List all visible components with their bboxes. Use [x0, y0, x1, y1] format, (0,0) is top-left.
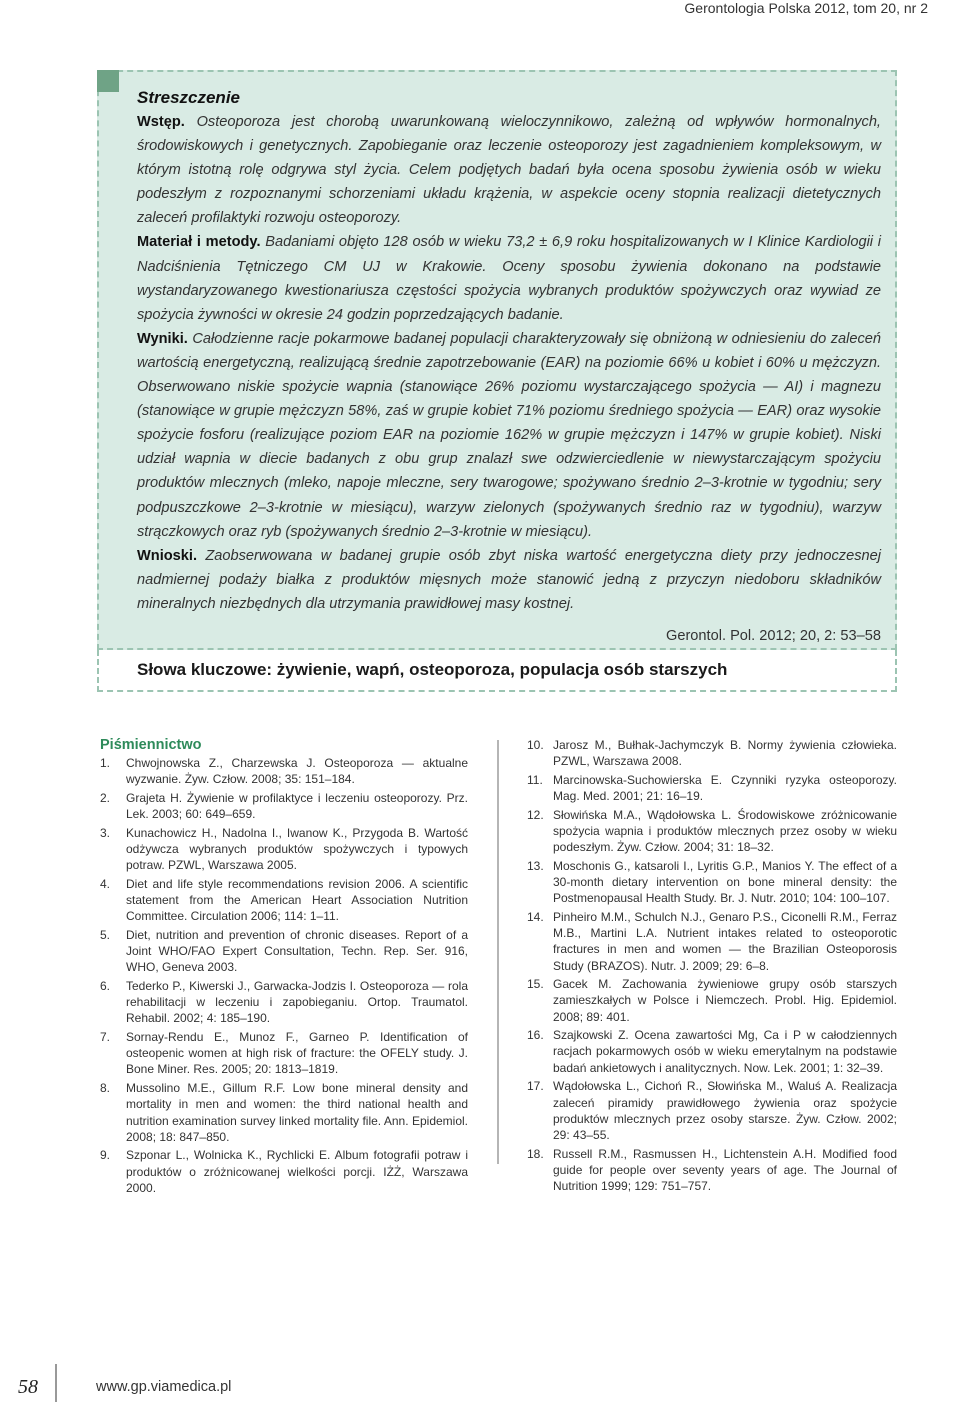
methods-text: Badaniami objęto 128 osób w wieku 73,2 ± 6,9 roku hospitalizowanych w I Klinice Kardiologii i Nadciśnienia Tętniczego CM UJ w Krakowie. Oceny sposobu żywienia dokonano na podstawie wystandaryzowanego kwestionariusza częstości spożycia wybranych produktów spożywczych oraz wywiad ze spożycia żywności w okresie 24 godzin poprzedzających badanie.: [137, 234, 882, 323]
reference-text: Diet, nutrition and prevention of chronic diseases. Report of a Joint WHO/FAO Expert Consultation, Techn. Rep. Ser. 916, WHO, Geneva 2003.: [126, 927, 468, 975]
reference-text: Pinheiro M.M., Schulch N.J., Genaro P.S., Ciconelli R.M., Ferraz M.B., Martini L.A. Nutrient intakes related to osteoporotic fractures in men and women — the Brazilian Osteoporosis Study (BRAZOS). Nutr. J. 2009; 29: 6–8.: [553, 909, 897, 973]
methods-label: Materiał i metody.: [137, 234, 261, 251]
abstract-methods: [137, 230, 881, 326]
reference-item: [100, 1147, 468, 1196]
footer-divider: [55, 1364, 57, 1402]
reference-item: [100, 755, 468, 788]
reference-number: 15.: [527, 977, 544, 992]
conclusions-label: Wnioski.: [137, 547, 197, 564]
reference-number: 13.: [527, 858, 544, 873]
reference-text: Diet and life style recommendations revision 2006. A scientific statement from the American Heart Association Nutrition Committee. Circulation 2006; 114: 1–11.: [126, 876, 468, 924]
reference-item: [527, 976, 897, 1025]
reference-item: [527, 909, 897, 974]
reference-number: 5.: [100, 927, 111, 942]
reference-number: 9.: [100, 1148, 111, 1163]
reference-item: [527, 858, 897, 907]
reference-number: 17.: [527, 1079, 544, 1094]
reference-text: Wądołowska L., Cichoń R., Słowińska M., Waluś A. Realizacja zaleceń piramidy prawidłowego żywienia oraz spożycie produktów mlecznych przez osoby starsze. Żyw. Człow. 2002; 29: 43–55.: [553, 1079, 897, 1143]
reference-text: Szponar L., Wolnicka K., Rychlicki E. Album fotografii potraw i produktów o zróżnicowanej wielkości porcji. IŻŻ, Warszawa 2000.: [126, 1148, 468, 1195]
reference-item: [527, 807, 897, 856]
reference-text: Gacek M. Zachowania żywieniowe grupy osób starszych zamieszkałych w Polsce i Niemczech. Probl. Hig. Epidemiol. 2008; 89: 401.: [553, 977, 897, 1024]
abstract-heading: Streszczenie: [137, 88, 240, 107]
references-left-column: [100, 755, 468, 1198]
reference-item: [100, 876, 468, 925]
reference-item: [527, 772, 897, 805]
abstract-conclusions: [137, 544, 881, 616]
reference-item: [100, 1080, 468, 1145]
reference-number: 3.: [100, 825, 111, 840]
reference-text: Mussolino M.E., Gillum R.F. Low bone mineral density and mortality in men and women: the third national health and nutrition examination survey linked mortality file. Ann. Epidemiol. 2008; 18: 847–850.: [126, 1080, 468, 1144]
reference-text: Grajeta H. Żywienie w profilaktyce i leczeniu osteoporozy. Prz. Lek. 2003; 60: 649–659.: [126, 790, 468, 822]
reference-number: 6.: [100, 978, 111, 993]
reference-text: Szajkowski Z. Ocena zawartości Mg, Ca i P w całodziennych racjach pokarmowych osób w wieku emerytalnym na podstawie badań ankietowych i analitycznych. Now. Lek. 2001; 1: 32–39.: [553, 1028, 897, 1075]
reference-number: 1.: [100, 756, 111, 770]
reference-text: Marcinowska-Suchowierska E. Czynniki ryzyka osteoporozy. Mag. Med. 2001; 21: 16–19.: [553, 772, 897, 804]
reference-item: [100, 927, 468, 976]
reference-number: 7.: [100, 1029, 111, 1044]
reference-item: [100, 1029, 468, 1078]
column-divider: [497, 740, 499, 1164]
reference-text: Tederko P., Kiwerski J., Garwacka-Jodzis I. Osteoporoza — rola rehabilitacji w leczeniu i zapobieganiu. Ortop. Traumatol. Rehabil. 2002; 4: 185–190.: [126, 978, 468, 1026]
reference-text: Słowińska M.A., Wądołowska L. Środowiskowe zróżnicowanie spożycia wapnia i produktów mlecznych przez osoby w wieku podeszłym. Żyw. Człow. 2004; 31: 18–32.: [553, 807, 897, 855]
abstract-intro: [137, 110, 881, 230]
reference-text: Chwojnowska Z., Charzewska J. Osteoporoza — aktualne wyzwanie. Żyw. Człow. 2008; 35: 151–184.: [126, 756, 468, 787]
reference-number: 11.: [527, 772, 543, 787]
reference-number: 2.: [100, 790, 111, 805]
reference-number: 12.: [527, 807, 544, 822]
reference-number: 4.: [100, 876, 111, 891]
intro-label: Wstęp.: [137, 114, 185, 130]
results-label: Wyniki.: [137, 330, 188, 347]
reference-number: 10.: [527, 738, 544, 752]
intro-text: Osteoporoza jest chorobą uwarunkowaną wieloczynnikowo, zależną od wpływów hormonalnych, środowiskowych i genetycznych. Zapobieganie oraz leczenie osteoporozy jest zagadnieniem kompleksowym, w którym istotną rolę odgrywa styl życia. Celem podjętych badań była ocena sposobu żywienia osób w wieku podeszłym z rozpoznanymi schorzeniami układu krążenia, w aspekcie oceny stopnia realizacji dietetycznych zaleceń profilaktyki rozwoju osteoporozy.: [137, 114, 881, 227]
references-right-column: [527, 737, 897, 1197]
reference-number: 16.: [527, 1028, 544, 1043]
reference-item: [527, 1146, 897, 1195]
reference-text: Moschonis G., katsaroli I., Lyritis G.P., Manios Y. The effect of a 30-month dietary intervention on bone mineral density: the Postmenopausal Health Study. Br. J. Nutr. 2010; 104: 100–107.: [553, 858, 897, 906]
conclusions-text: Zaobserwowana w badanej grupie osób zbyt niska wartość energetyczna diety przy jednoczesnej nadmiernej podaży białka z produktów mięsnych może stanowić jedną z przyczyn niedoboru składników mineralnych niezbędnych dla utrzymania prawidłowej masy kostnej.: [137, 547, 881, 612]
reference-text: Jarosz M., Bułhak-Jachymczyk B. Normy żywienia człowieka. PZWL, Warszawa 2008.: [553, 738, 897, 769]
reference-text: Russell R.M., Rasmussen H., Lichtenstein A.H. Modified food guide for people over seventy years of age. The Journal of Nutrition 1999; 129: 751–757.: [553, 1146, 897, 1194]
abstract: [137, 87, 881, 648]
reference-item: [100, 978, 468, 1027]
reference-item: [527, 737, 897, 770]
decorative-square: [97, 70, 119, 92]
reference-text: Kunachowicz H., Nadolna I., Iwanow K., Przygoda B. Wartość odżywcza wybranych produktów spożywczych i typowych potraw. PZWL, Warszawa 2005.: [126, 825, 468, 873]
page-number: 58: [18, 1376, 38, 1398]
citation: Gerontol. Pol. 2012; 20, 2: 53–58: [665, 627, 881, 644]
reference-number: 14.: [527, 909, 544, 924]
reference-text: Sornay-Rendu E., Munoz F., Garneo P. Identification of osteopenic women at high risk of fracture: the OFELY study. J. Bone Miner. Res. 2005; 20: 1813–1819.: [126, 1029, 468, 1077]
reference-number: 18.: [527, 1146, 544, 1161]
reference-number: 8.: [100, 1080, 111, 1095]
reference-item: [527, 1027, 897, 1076]
footer-url[interactable]: www.gp.viamedica.pl: [96, 1379, 232, 1395]
reference-item: [100, 825, 468, 874]
reference-item: [100, 790, 468, 823]
reference-item: [527, 1078, 897, 1143]
references-heading: Piśmiennictwo: [100, 737, 202, 753]
keywords: Słowa kluczowe: żywienie, wapń, osteoporoza, populacja osób starszych: [137, 660, 728, 679]
results-text: Całodzienne racje pokarmowe badanej populacji charakteryzowały się obniżoną w odniesieniu do zaleceń wartością energetyczną, realizującą średnie zapotrzebowanie (EAR) na poziomie 66% u kobiet i 60% u mężczyzn. Obserwowano niskie spożycie wapnia (stanowiące 26% poziomu wystarczającego spożycia — AI) i magnezu (stanowiące w grupie mężczyzn 58%, zaś w grupie kobiet 71% poziomu średniego spożycia — EAR) oraz wysokie spożycie fosforu (realizujące poziom EAR na poziomie 162% w grupie mężczyzn i 147% w grupie kobiet). Niski udział wapnia w diecie badanych z obu grup znalazł swe odzwierciedlenie w niewystarczającym spożyciu produktów mlecznych (mleko, napoje mleczne, sery twarogowe; spożywano średnio 2–3-krotnie w tygodniu; sery podpuszczkowe 2–3-krotnie w miesiącu), warzyw zielonych (spożywanych średnio raz w tygodniu), warzyw strączkowych oraz ryb (spożywanych średnio 2–3-krotnie w miesiącu).: [137, 330, 881, 540]
running-head: Gerontologia Polska 2012, tom 20, nr 2: [684, 0, 928, 16]
abstract-results: [137, 327, 881, 544]
